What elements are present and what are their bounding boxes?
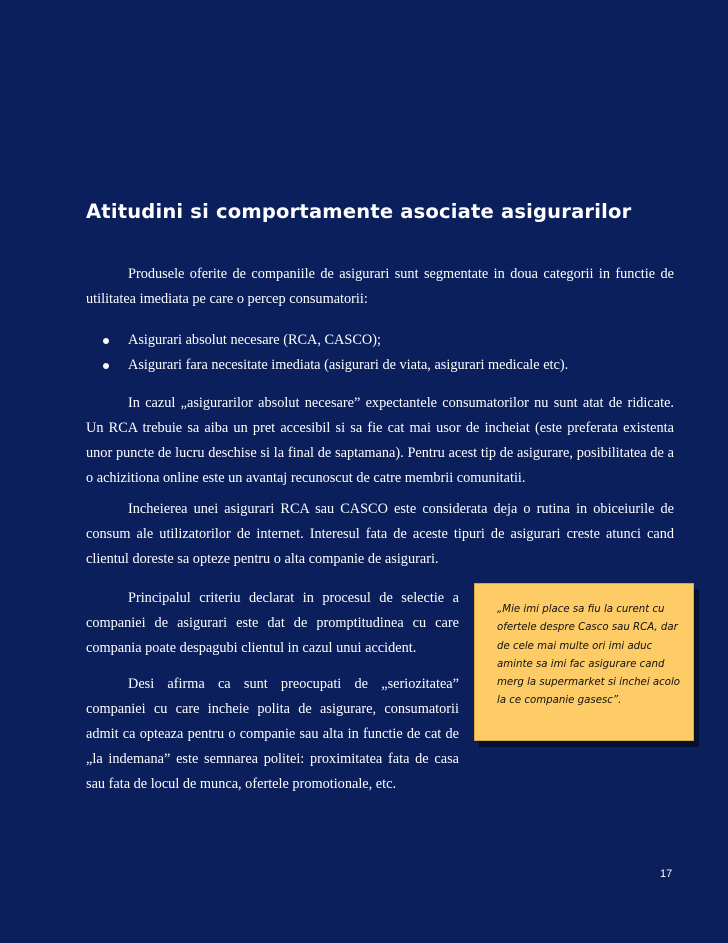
bullet-list	[86, 328, 674, 378]
list-item	[86, 328, 674, 353]
page-title: Atitudini si comportamente asociate asigurarilor	[86, 200, 632, 223]
quote-callout	[474, 583, 694, 741]
paragraph-criteria: Principalul criteriu declarat in procesul de selectie a companiei de asigurari este dat de promptitudinea cu care compania poate despagubi clientul in cazul unui accident.	[86, 590, 459, 656]
bullet-icon	[103, 338, 109, 344]
list-item	[86, 353, 674, 378]
intro-paragraph: Produsele oferite de companiile de asigurari sunt segmentate in doua categorii in functie de utilitatea imediata pe care o percep consumatorii:	[86, 266, 674, 307]
paragraph-necessary-insurance: In cazul „asigurarilor absolut necesare” expectantele consumatorilor nu sunt atat de ridicate. Un RCA trebuie sa aiba un pret accesibil si sa fie cat mai usor de incheiat (este preferata existenta unor puncte de lucru deschise si la final de saptamana). Pentru acest tip de asigurare, posibilitatea de a o achizitiona online este un avantaj recunoscut de catre membrii comunitatii.	[86, 395, 674, 486]
paragraph-seriousness: Desi afirma ca sunt preocupati de „seriozitatea” companiei cu care incheie polita de asigurare, consumatorii admit ca opteaza pentru o companie sau alta in functie de cat de „la indemana” este semnarea politei: proximitatea fata de casa sau fata de locul de munca, ofertele promotionale, etc.	[86, 676, 459, 792]
list-item-text: Asigurari absolut necesare (RCA, CASCO);	[128, 332, 381, 348]
bullet-icon	[103, 363, 109, 369]
paragraph-routine: Incheierea unei asigurari RCA sau CASCO este considerata deja o rutina in obiceiurile de consum ale utilizatorilor de internet. Interesul fata de aceste tipuri de asigurari creste atunci cand clientul doreste sa opteze pentru o alta companie de asigurari.	[86, 501, 674, 567]
quote-text: „Mie imi place sa fiu la curent cu ofertele despre Casco sau RCA, dar de cele mai multe ori imi aduc aminte sa imi fac asigurare cand merg la supermarket si inchei acolo la ce companie gasesc”.	[497, 604, 681, 707]
list-item-text: Asigurari fara necesitate imediata (asigurari de viata, asigurari medicale etc).	[128, 357, 569, 373]
page-number: 17	[660, 868, 673, 880]
